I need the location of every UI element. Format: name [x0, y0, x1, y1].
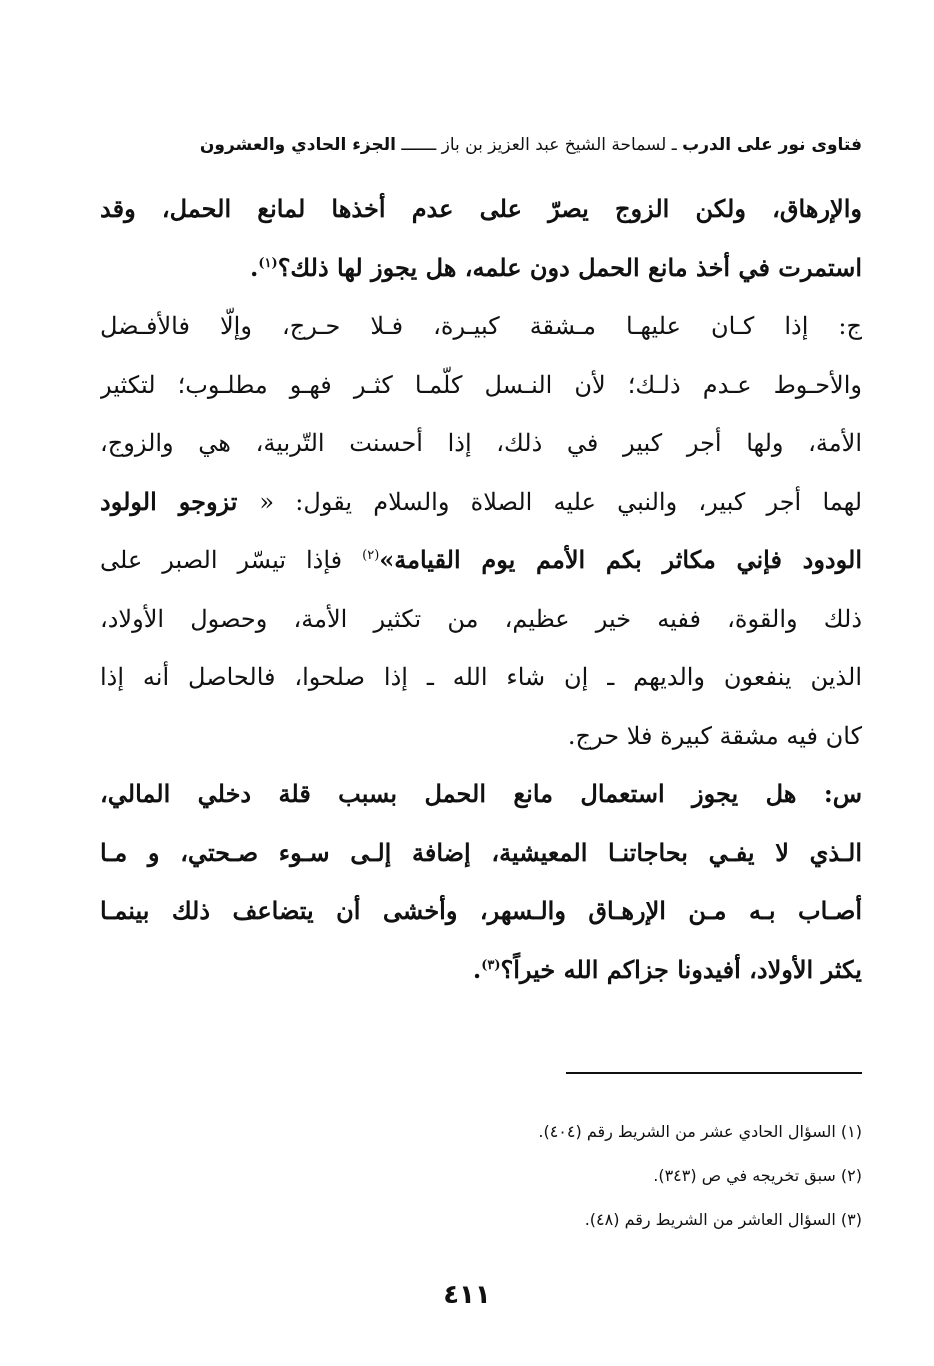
answer-1-line-2: والأحـوط عـدم ذلـك؛ لأن النـسل كلّمـا كثـر فهـو مطلـوب؛ لتكثير	[100, 370, 862, 399]
running-header	[100, 128, 862, 162]
footnote-separator	[566, 1072, 862, 1074]
footnote-ref-2: (٢)	[362, 548, 380, 563]
question-2-end: .	[472, 954, 482, 984]
question-1-text: استمرت في أخذ مانع الحمل دون علمه، هل يجوز لها ذلك؟	[277, 252, 862, 282]
answer-1-line-8: كان فيه مشقة كبيرة فلا حرج.	[567, 721, 862, 750]
volume-label: الجزء الحادي والعشرون	[199, 135, 396, 155]
footnote-3: (٣) السؤال العاشر من الشريط رقم (٤٨).	[584, 1210, 862, 1229]
question-2-line-4	[100, 941, 862, 1000]
hadith-end: الودود فإني مكاثر بكم الأمم يوم القيامة»	[379, 545, 862, 574]
question-2-line-2: الـذي لا يفـي بحاجاتنـا المعيشية، إضافة إلـى سـوء صـحتي، و مـا	[100, 837, 862, 867]
question-1-line-1: والإرهاق، ولكن الزوج يصرّ على عدم أخذها لمانع الحمل، وقد	[100, 194, 862, 223]
page-number: ٤١١	[443, 1280, 491, 1310]
question-1-line-2	[100, 239, 862, 298]
answer-1-line-6: ذلك والقوة، ففيه خير عظيم، من تكثير الأمة، وحصول الأولاد،	[100, 604, 862, 633]
answer-1-line-5	[100, 531, 862, 590]
hadith-start: تزوجو الولود	[100, 486, 260, 516]
footnote-2: (٢) سبق تخريجه في ص (٣٤٣).	[653, 1166, 862, 1185]
footnotes	[100, 1110, 862, 1242]
answer-1-line-4	[100, 473, 862, 532]
question-2-text: يكثر الأولاد، أفيدونا جزاكم الله خيراً؟	[500, 954, 862, 984]
question-2-line-1: س: هل يجوز استعمال مانع الحمل بسبب قلة دخلي المالي،	[100, 779, 862, 808]
question-1-end: .	[250, 252, 259, 282]
answer-1-line-3: الأمة، ولها أجر كبير في ذلك، إذا أحسنت التّربية، هي والزوج،	[100, 429, 862, 457]
answer-1-line-7: الذين ينفعون والديهم ـ إن شاء الله ـ إذا صلحوا، فالحاصل أنه إذا	[100, 663, 862, 691]
answer-1-line-5-plain: فإذا تيسّر الصبر على	[100, 546, 363, 574]
answer-1-line-1: ج: إذا كـان عليهـا مـشقة كبيـرة، فـلا حـرج، وإلّا فالأفـضل	[100, 312, 862, 340]
author-line: ـ لسماحة الشيخ عبد العزيز بن باز ـــــــ	[401, 135, 677, 155]
footnote-ref-3: (٣)	[481, 957, 501, 973]
book-title: فتاوى نور على الدرب	[682, 135, 862, 155]
answer-1-line-4-plain: لهما أجر كبير، والنبي عليه الصلاة والسلام يقول: «	[259, 487, 862, 516]
question-2-line-3: أصـاب بـه مـن الإرهـاق والـسهر، وأخشى أن يتضاعف ذلك بينمـا	[100, 896, 862, 925]
footnote-1: (١) السؤال الحادي عشر من الشريط رقم (٤٠٤).	[538, 1122, 862, 1141]
footnote-ref-1: (١)	[258, 255, 278, 271]
main-text	[100, 180, 862, 999]
